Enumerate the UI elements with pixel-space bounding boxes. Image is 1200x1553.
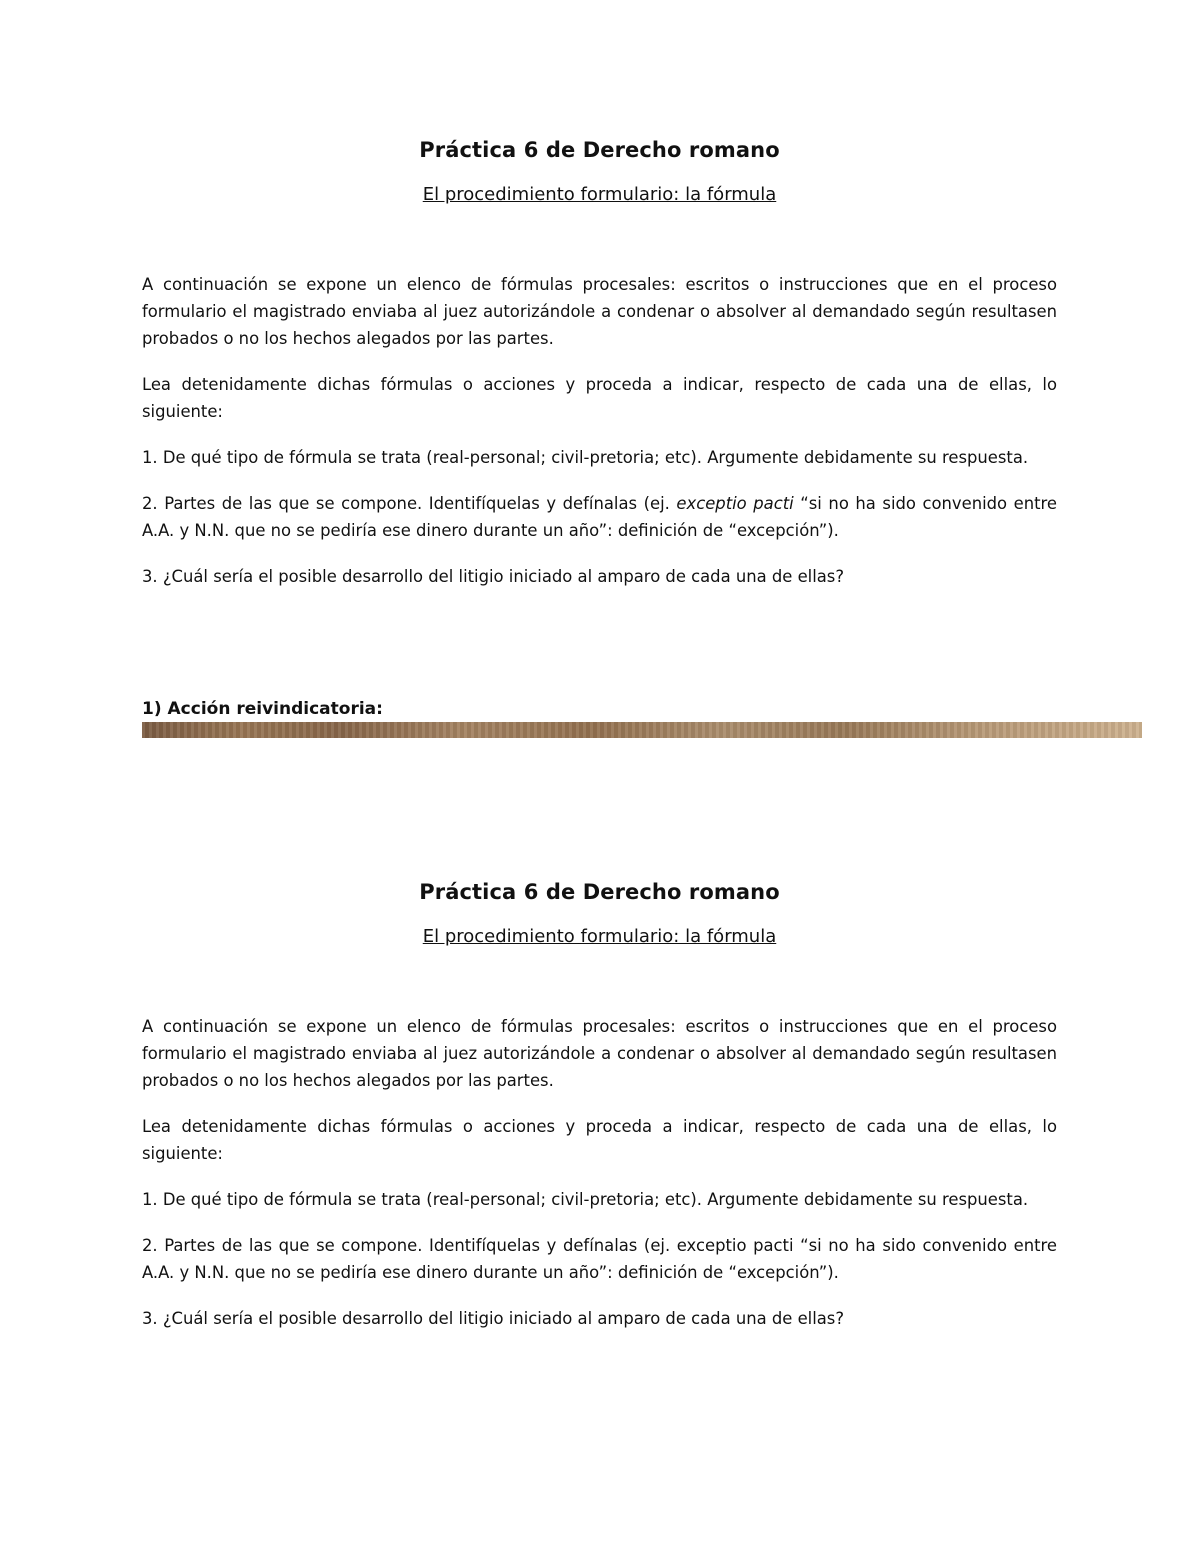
document-subtitle: El procedimiento formulario: la fórmula [422,184,777,205]
question-item-1: 1. De qué tipo de fórmula se trata (real-personal; civil-pretoria; etc). Argumente debidamente su respuesta. [142,448,1029,467]
question-item-2-prefix: 2. Partes de las que se compone. Identifíquelas y defínalas (ej. [142,494,677,513]
instruction-paragraph: Lea detenidamente dichas fórmulas o acciones y proceda a indicar, respecto de cada una de ellas, lo siguiente: [142,1117,1057,1163]
question-item-2-suffix: “si no ha sido convenido entre A.A. y N.N. que no se pediría ese dinero durante un año”: definición de “excepción”). [142,494,1058,540]
document-section-top [142,138,1057,609]
question-item-1: 1. De qué tipo de fórmula se trata (real-personal; civil-pretoria; etc). Argumente debidamente su respuesta. [142,1190,1029,1209]
instruction-paragraph: Lea detenidamente dichas fórmulas o acciones y proceda a indicar, respecto de cada una de ellas, lo siguiente: [142,375,1057,421]
spacer [142,205,1057,271]
question-item-2: 2. Partes de las que se compone. Identifíquelas y defínalas (ej. exceptio pacti “si no ha sido convenido entre A.A. y N.N. que no se pediría ese dinero durante un año”: definición de “excepción”). [142,1236,1057,1282]
intro-paragraph: A continuación se expone un elenco de fórmulas procesales: escritos o instrucciones que en el proceso formulario el magistrado enviaba al juez autorizándole a condenar o absolver al demandado según resultasen probados o no los hechos alegados por las partes. [142,1017,1057,1090]
action-heading: 1) Acción reivindicatoria: [142,699,383,719]
document-section-bottom [142,880,1057,1351]
document-title: Práctica 6 de Derecho romano [419,138,780,162]
intro-paragraph: A continuación se expone un elenco de fórmulas procesales: escritos o instrucciones que en el proceso formulario el magistrado enviaba al juez autorizándole a condenar o absolver al demandado según resultasen probados o no los hechos alegados por las partes. [142,275,1057,348]
question-item-2-italic: exceptio pacti [676,494,794,513]
question-item-3: 3. ¿Cuál sería el posible desarrollo del litigio iniciado al amparo de cada una de ellas? [142,567,845,586]
spacer [142,947,1057,1013]
question-item-2 [142,490,1057,544]
document-subtitle: El procedimiento formulario: la fórmula [422,926,777,947]
decorative-band [142,722,1142,738]
question-item-3: 3. ¿Cuál sería el posible desarrollo del litigio iniciado al amparo de cada una de ellas? [142,1309,845,1328]
document-title: Práctica 6 de Derecho romano [419,880,780,904]
